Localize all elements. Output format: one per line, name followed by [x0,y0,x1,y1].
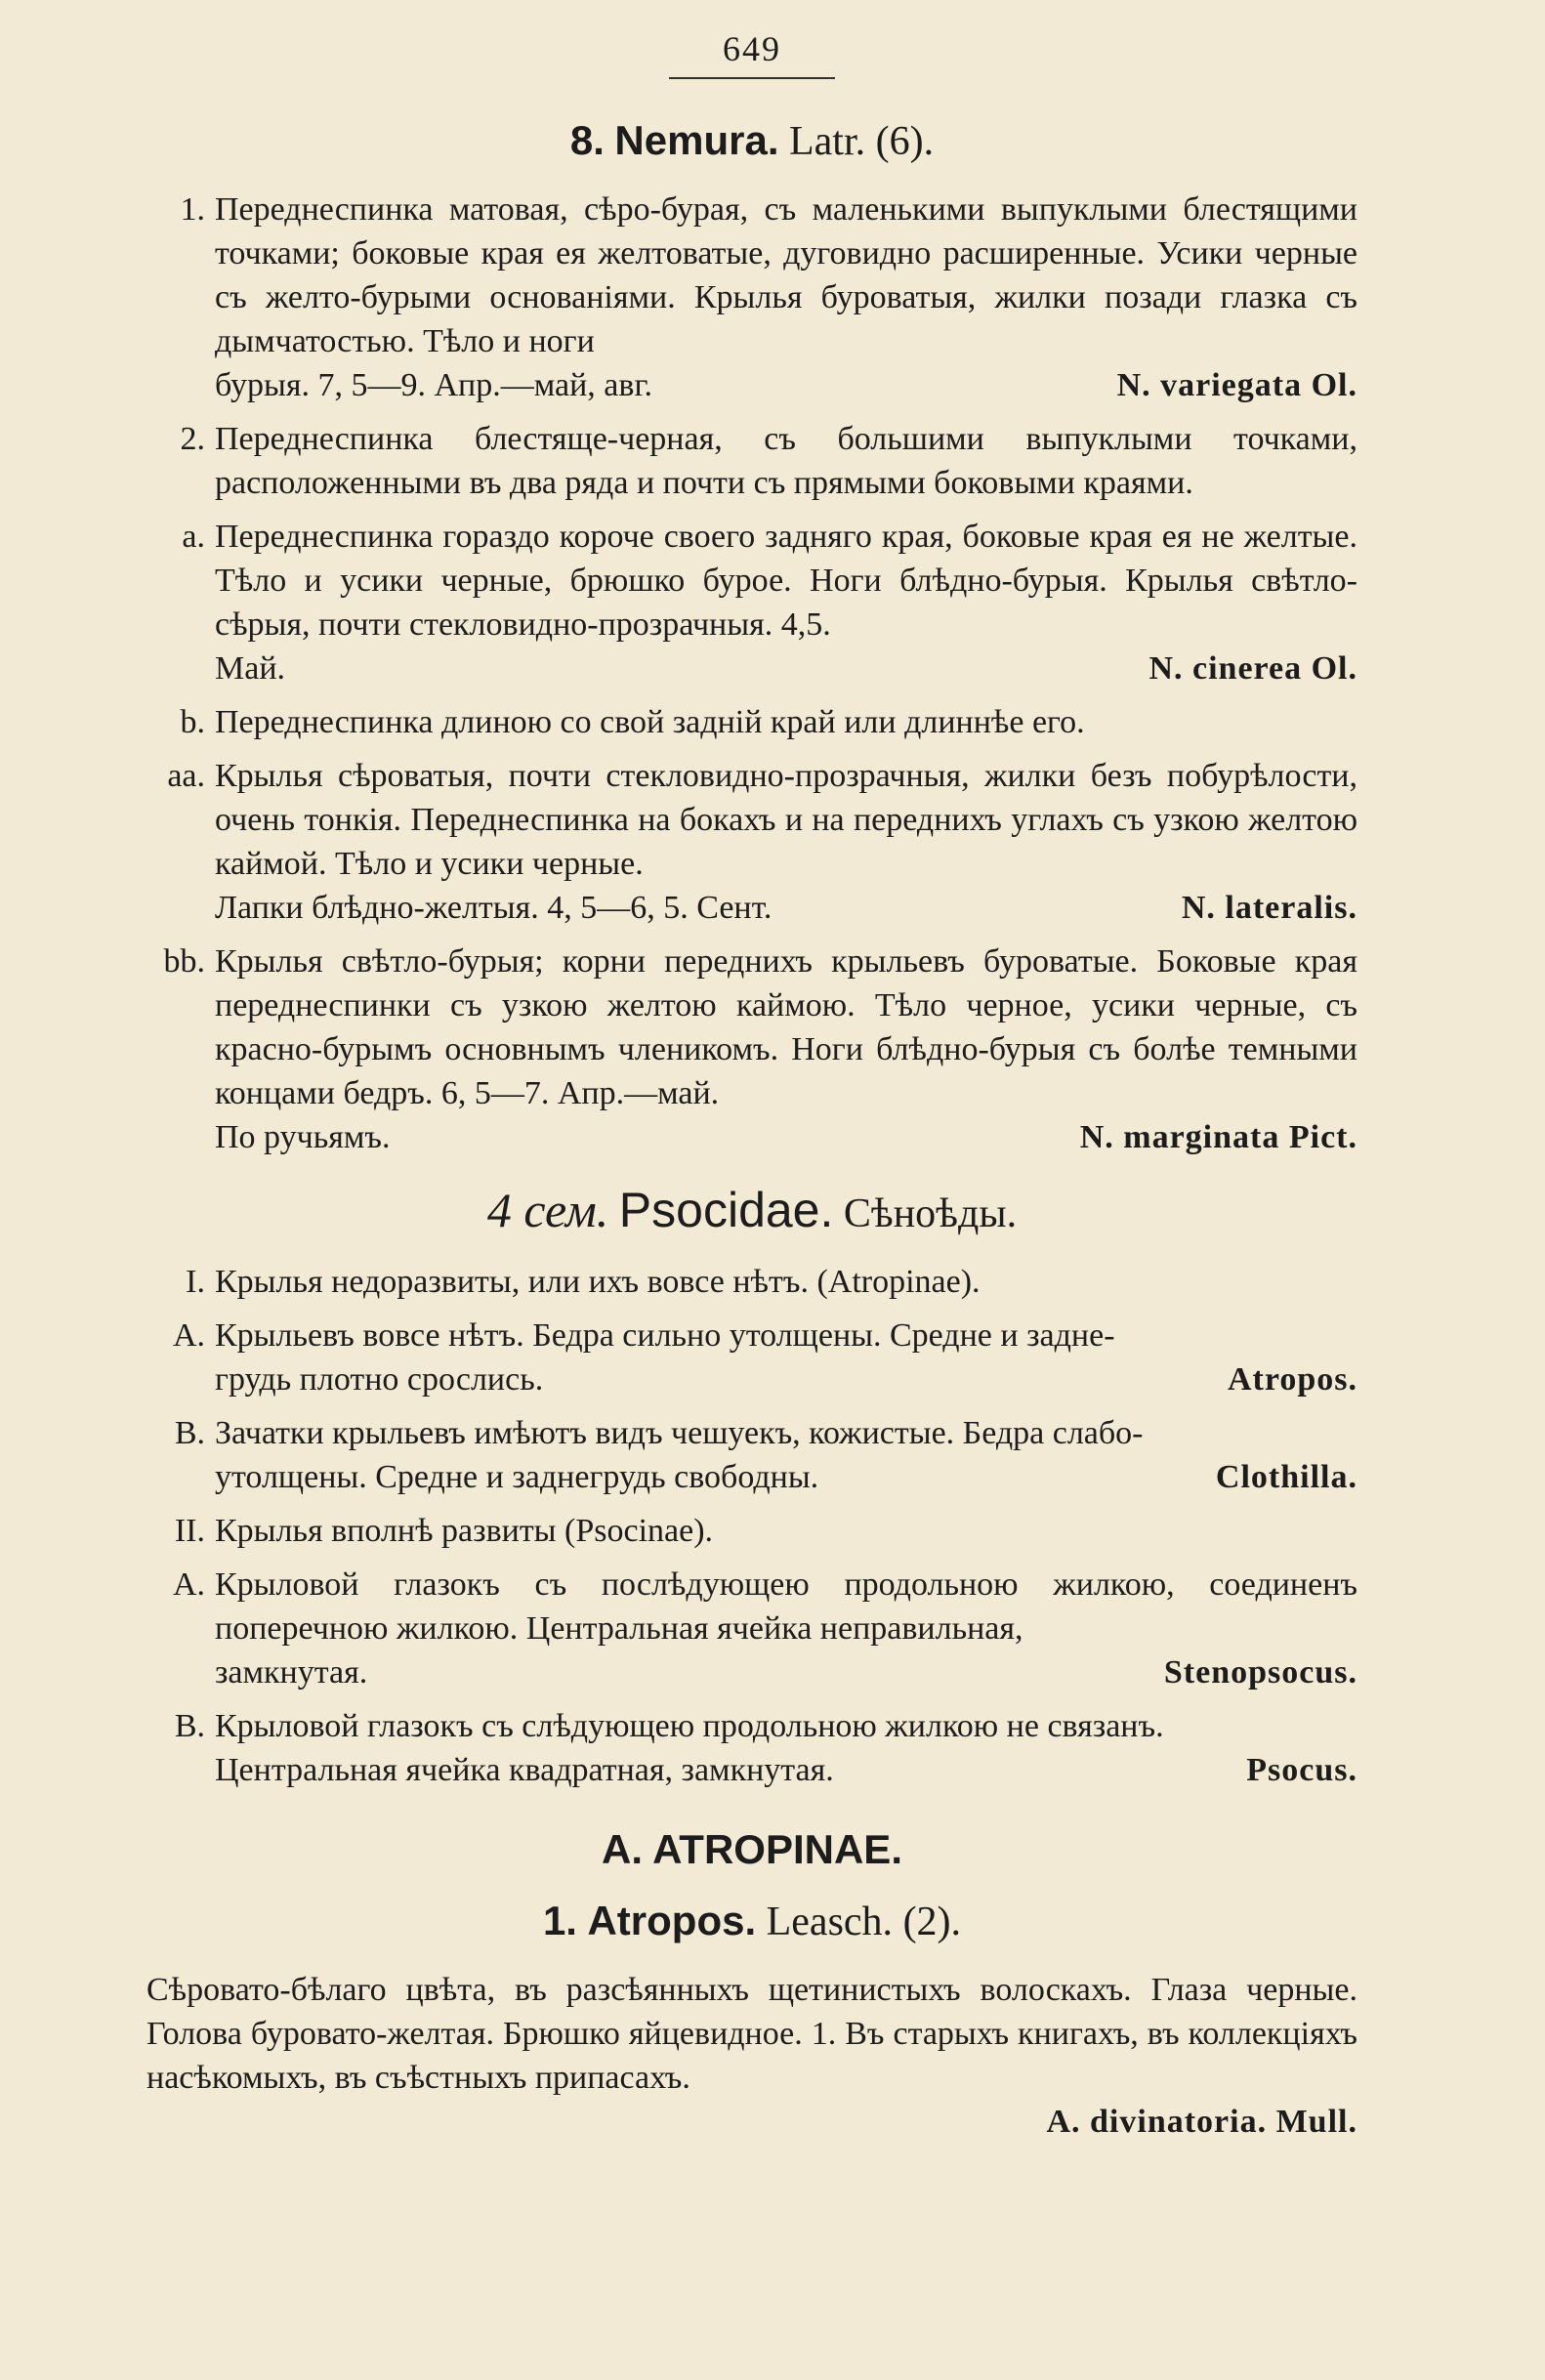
key-entry-label: a. [182,519,205,555]
key-entry-label: II. [174,1513,205,1549]
key-entry-text: Зачатки крыльевъ имѣютъ видъ чешуекъ, кожистые. Бедра слабо- [215,1415,1144,1451]
key-entry-last-text: бурыя. 7, 5—9. Апр.—май, авг. [215,367,653,403]
key-entry-label: b. [180,704,205,740]
key-entry-last-line [215,1650,1357,1694]
key-entry-taxon: Atropos. [1228,1361,1357,1398]
header-rule [669,77,835,79]
key-entry-text: Переднеспинка блестяще-черная, съ большими выпуклыми точками, расположенными въ два ряда и почти съ прямыми боковыми краями. [215,421,1357,501]
key-entry-text: Переднеспинка матовая, сѣро-бурая, съ маленькими выпуклыми блестящими точками; боковые края ея желтоватые, дуговидно расширенные. Усики черные съ желто-бурыми основаніями. Крылья буроватыя, жилки позади глазка съ дымчатостью. Тѣло и ноги [215,191,1357,359]
key-entry-taxon: N. cinerea Ol. [1148,650,1357,687]
key-entry [146,1563,1357,1694]
key-entry-text: Крылья свѣтло-бурыя; корни переднихъ крыльевъ буроватые. Боковые края переднеспинки съ узкою желтою каймою. Тѣло черное, усики черные, съ красно-бурымъ основнымъ членикомъ. Ноги блѣдно-бурыя съ болѣе темными концами бедръ. 6, 5—7. Апр.—май. [215,943,1357,1111]
psocidae-heading [146,1183,1357,1237]
nemura-heading-genus: Nemura. [614,117,779,163]
key-entry-text: Переднеспинка длиною со свой задній край или длиннѣе его. [215,704,1085,740]
key-entry-text: Крыльевъ вовсе нѣтъ. Бедра сильно утолщены. Средне и задне- [215,1317,1115,1354]
key-entry-label: A. [172,1566,205,1603]
key-entry-body [215,417,1357,505]
nemura-key [146,188,1357,1159]
key-entry [146,1704,1357,1792]
key-entry-last-line [215,647,1357,690]
key-entry-body [215,939,1357,1159]
key-entry-body [215,1704,1357,1792]
key-entry-taxon: Psocus. [1246,1752,1357,1788]
key-entry [146,1314,1357,1401]
key-entry-last-line [215,1455,1357,1499]
key-entry-label: 1. [180,191,205,228]
key-entry-body [215,1563,1357,1694]
key-entry-label: B. [174,1708,205,1744]
psocidae-heading-family: Psocidae. [618,1183,834,1237]
key-entry-label: A. [172,1317,205,1354]
atropos-heading-number: 1. [542,1898,577,1943]
key-entry [146,939,1357,1159]
page-number: 649 [723,29,781,68]
key-entry-last-line [215,1748,1357,1792]
key-entry-text: Крылья недоразвиты, или ихъ вовсе нѣтъ. (Atropinae). [215,1264,981,1300]
key-entry-text: Крыловой глазокъ съ послѣдующею продольною жилкою, соединенъ поперечною жилкою. Центральная ячейка неправильная, [215,1566,1357,1647]
key-entry-last-text: грудь плотно срослись. [215,1361,544,1398]
nemura-heading-count: (6). [875,119,935,164]
page [146,27,1357,2144]
atropos-description: Сѣровато-бѣлаго цвѣта, въ разсѣянныхъ щетинистыхъ волоскахъ. Глаза черные. Голова буровато-желтая. Брюшко яйцевидное. 1. Въ старыхъ книгахъ, въ коллекціяхъ насѣкомыхъ, въ съѣстныхъ припасахъ. [146,1972,1357,2096]
key-entry-last-line [215,363,1357,407]
nemura-heading [146,118,1357,164]
key-entry-last-line [215,1357,1357,1401]
atropos-heading-author: Leasch. [766,1900,894,1944]
psocidae-heading-number: 4 сем. [486,1183,609,1237]
atropos-heading-genus: Atropos. [587,1898,757,1943]
key-entry-body [215,1411,1357,1499]
key-entry [146,1260,1357,1304]
key-entry [146,700,1357,744]
atropos-species: A. divinatoria. Mull. [1046,2104,1357,2140]
key-entry-body [215,515,1357,690]
subfamily-heading-text: A. ATROPINAE. [601,1826,902,1872]
key-entry-text: Крыловой глазокъ съ слѣдующею продольною жилкою не связанъ. [215,1708,1164,1744]
key-entry-last-line [215,886,1357,930]
key-entry-last-text: Лапки блѣдно-желтыя. 4, 5—6, 5. Сент. [215,890,772,926]
key-entry-taxon: Stenopsocus. [1163,1654,1357,1691]
key-entry-taxon: N. marginata Pict. [1079,1119,1357,1155]
key-entry-label: bb. [163,943,205,980]
key-entry-text: Крылья вполнѣ развиты (Psocinae). [215,1513,714,1549]
key-entry-last-text: По ручьямъ. [215,1119,391,1155]
nemura-heading-author: Latr. [788,119,866,164]
key-entry-last-line [215,1115,1357,1159]
key-entry [146,417,1357,505]
key-entry-body [215,700,1357,744]
key-entry [146,754,1357,930]
key-entry-label: I. [186,1264,205,1300]
nemura-heading-number: 8. [569,117,605,163]
key-entry [146,188,1357,407]
key-entry-body [215,1509,1357,1553]
psocidae-heading-russian: Сѣноѣды. [843,1191,1018,1236]
key-entry-last-text: Центральная ячейка квадратная, замкнутая. [215,1752,834,1788]
key-entry-body [215,188,1357,407]
key-entry-last-text: Май. [215,650,286,687]
key-entry [146,515,1357,690]
key-entry-text: Переднеспинка гораздо короче своего задняго края, боковые края ея не желтые. Тѣло и усики черные, брюшко бурое. Ноги блѣдно-бурыя. Крылья свѣтло-сѣрыя, почти стекловидно-прозрачныя. 4,5. [215,519,1357,643]
subfamily-heading [146,1827,1357,1873]
psocidae-key [146,1260,1357,1792]
key-entry [146,1509,1357,1553]
key-entry-label: aa. [167,758,205,794]
key-entry-body [215,754,1357,930]
key-entry-last-text: утолщены. Средне и заднегрудь свободны. [215,1459,819,1495]
key-entry-taxon: N. lateralis. [1181,890,1357,926]
key-entry-body [215,1260,1357,1304]
key-entry [146,1411,1357,1499]
key-entry-last-text: замкнутая. [215,1654,368,1691]
key-entry-body [215,1314,1357,1401]
atropos-heading [146,1899,1357,1944]
key-entry-label: 2. [180,421,205,457]
key-entry-taxon: Clothilla. [1215,1459,1357,1495]
key-entry-text: Крылья сѣроватыя, почти стекловидно-прозрачныя, жилки безъ побурѣлости, очень тонкія. Переднеспинка на бокахъ и на переднихъ углахъ съ узкою желтою каймой. Тѣло и усики черные. [215,758,1357,882]
key-entry-label: B. [174,1415,205,1451]
atropos-heading-count: (2). [902,1900,962,1944]
key-entry-taxon: N. variegata Ol. [1116,367,1357,403]
